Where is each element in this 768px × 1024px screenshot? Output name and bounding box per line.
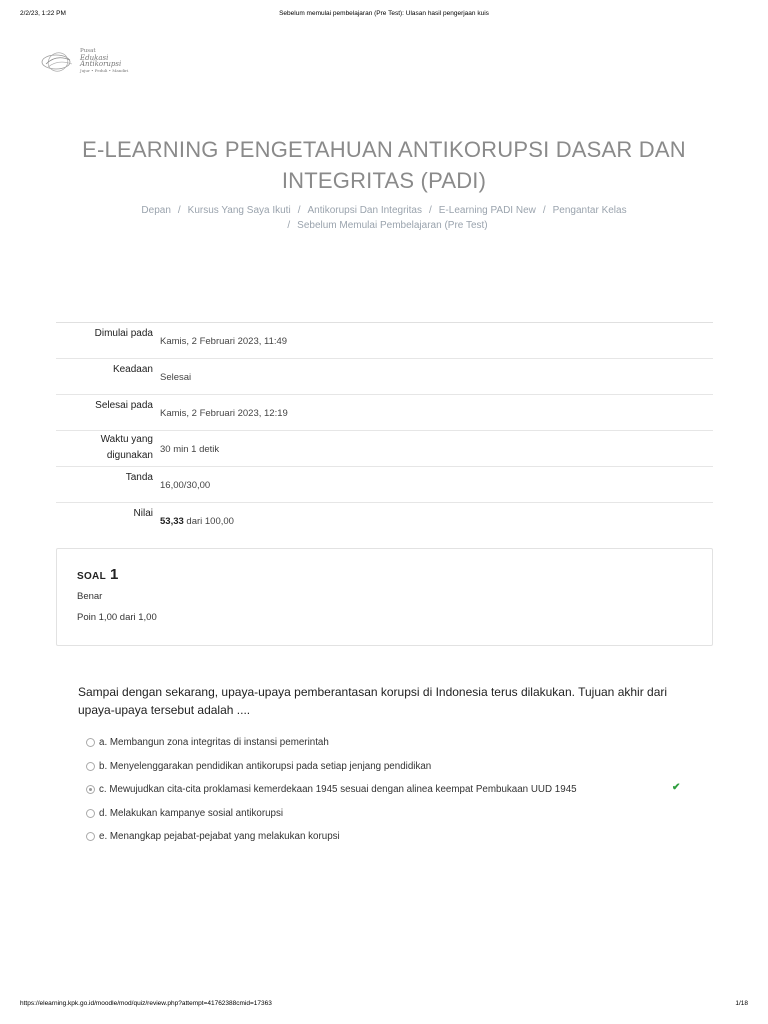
breadcrumb — [90, 203, 678, 233]
time-taken-value: 30 min 1 detik — [160, 444, 220, 455]
summary-row-completed — [56, 395, 713, 431]
print-footer — [20, 1000, 748, 1010]
answer-option-e[interactable] — [84, 829, 694, 853]
breadcrumb-section[interactable]: Pengantar Kelas — [552, 205, 627, 216]
answer-list — [84, 735, 694, 853]
answer-label: b. Menyelenggarakan pendidikan antikorupsi pada setiap jenjang pendidikan — [99, 760, 432, 772]
print-header — [20, 10, 748, 24]
logo-tagline: Jujur • Peduli • Mandiri — [80, 67, 129, 73]
grade-out-of: dari 100,00 — [186, 516, 234, 527]
question-number-value: 1 — [109, 566, 119, 583]
answer-label: c. Mewujudkan cita-cita proklamasi kemerdekaan 1945 sesuai dengan alinea keempat Pembukaan UUD 1945 — [99, 784, 577, 795]
question-text: Sampai dengan sekarang, upaya-upaya pemberantasan korupsi di Indonesia terus dilakukan. Tujuan akhir dari upaya-upaya tersebut adalah .... — [78, 685, 668, 717]
breadcrumb-separator: / — [177, 205, 181, 216]
radio-button[interactable] — [86, 809, 95, 818]
started-label: Dimulai pada — [94, 328, 153, 339]
logo-wordmark — [80, 48, 128, 74]
radio-button-selected[interactable] — [86, 785, 95, 794]
radio-button[interactable] — [86, 762, 95, 771]
breadcrumb-my-courses[interactable]: Kursus Yang Saya Ikuti — [187, 205, 291, 216]
summary-row-time-taken — [56, 431, 713, 467]
breadcrumb-quiz[interactable]: Sebelum Memulai Pembelajaran (Pre Test) — [297, 220, 488, 231]
answer-label: a. Membangun zona integritas di instansi pemerintah — [99, 737, 329, 748]
time-taken-label-line-2: digunakan — [106, 450, 153, 461]
print-page-number: 1/18 — [735, 1000, 748, 1007]
logo-line-1: Pusat — [80, 48, 96, 54]
question-number — [77, 566, 118, 584]
state-value: Selesai — [160, 372, 192, 383]
summary-row-started — [56, 323, 713, 359]
quiz-summary-table — [56, 322, 713, 538]
answer-option-b[interactable] — [84, 759, 694, 783]
time-taken-label — [63, 432, 153, 464]
breadcrumb-separator: / — [428, 205, 432, 216]
answer-label: e. Menangkap pejabat-pejabat yang melakukan korupsi — [99, 831, 340, 842]
grade-score: 53,33 — [160, 516, 184, 527]
answer-option-a[interactable] — [84, 735, 694, 759]
summary-row-state — [56, 359, 713, 395]
answer-option-d[interactable] — [84, 806, 694, 830]
completed-label: Selesai pada — [95, 400, 153, 411]
answer-option-c[interactable] — [84, 782, 694, 806]
completed-value: Kamis, 2 Februari 2023, 12:19 — [160, 408, 288, 419]
breadcrumb-category[interactable]: Antikorupsi Dan Integritas — [307, 205, 422, 216]
radio-button[interactable] — [86, 832, 95, 841]
grade-value — [160, 515, 234, 529]
answer-label: d. Melakukan kampanye sosial antikorupsi — [99, 807, 284, 819]
breadcrumb-separator: / — [542, 205, 546, 216]
radio-button[interactable] — [86, 738, 95, 747]
summary-row-grade — [56, 503, 713, 538]
check-icon: ✔ — [672, 782, 681, 793]
print-document-title: Sebelum memulai pembelajaran (Pre Test): Ulasan hasil pengerjaan kuis — [279, 10, 489, 17]
site-logo[interactable] — [40, 46, 130, 80]
logo-emblem-icon — [40, 50, 76, 74]
course-title: E-LEARNING PENGETAHUAN ANTIKORUPSI DASAR DAN INTEGRITAS (PADI) — [82, 137, 686, 193]
state-label: Keadaan — [112, 364, 153, 375]
print-url: https://elearning.kpk.go.id/moodle/mod/quiz/review.php?attempt=41762388cmid=17363 — [20, 1000, 272, 1007]
logo-line-3: Antikorupsi — [80, 60, 122, 68]
logo-line-2: Edukasi — [80, 53, 109, 62]
summary-row-marks — [56, 467, 713, 503]
print-date: 2/2/23, 1:22 PM — [20, 10, 66, 17]
breadcrumb-home[interactable]: Depan — [141, 205, 171, 216]
breadcrumb-separator: / — [297, 205, 301, 216]
question-mark: Poin 1,00 dari 1,00 — [77, 612, 157, 623]
breadcrumb-separator: / — [287, 220, 291, 231]
grade-label: Nilai — [133, 508, 153, 519]
question-state: Benar — [77, 591, 103, 602]
marks-label: Tanda — [125, 472, 153, 483]
question-label: SOAL — [77, 571, 106, 582]
marks-value: 16,00/30,00 — [160, 480, 211, 491]
breadcrumb-course[interactable]: E-Learning PADI New — [438, 205, 536, 216]
time-taken-label-line-1: Waktu yang — [100, 434, 153, 445]
started-value: Kamis, 2 Februari 2023, 11:49 — [160, 336, 288, 347]
question-info-box — [56, 548, 713, 646]
